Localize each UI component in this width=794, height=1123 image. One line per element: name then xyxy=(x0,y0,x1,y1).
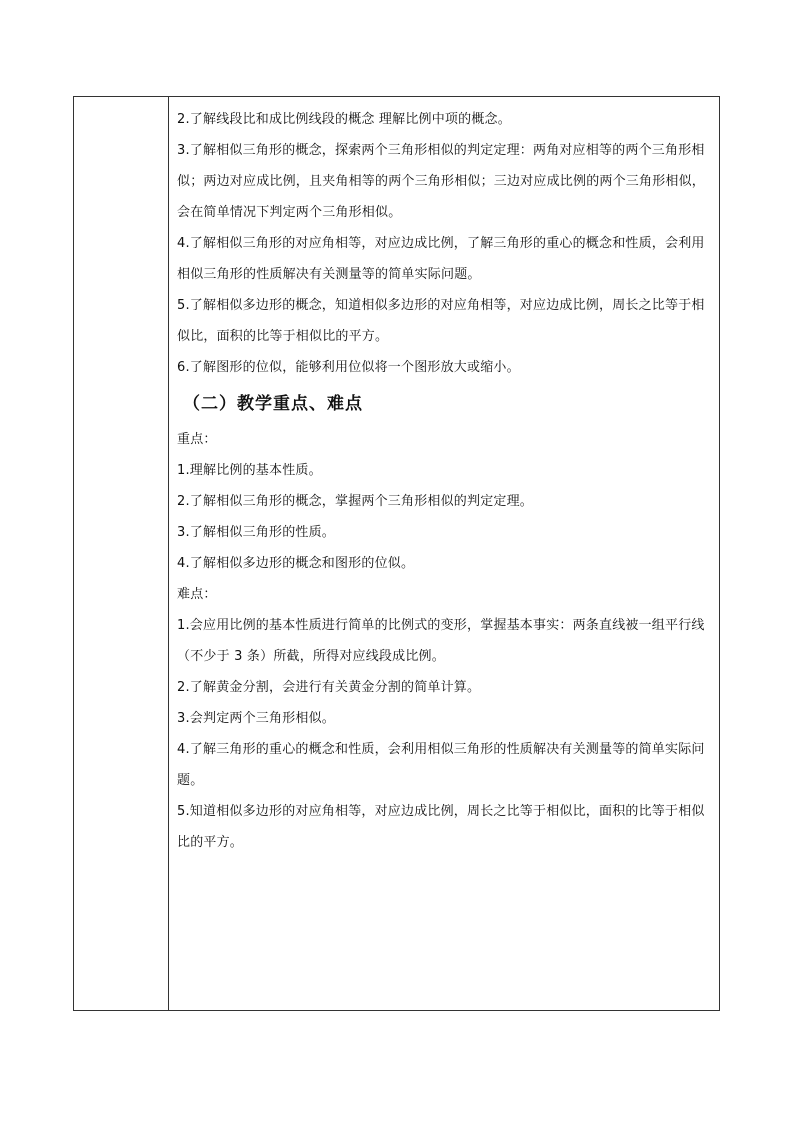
difficult-point-item: 2.了解黄金分割，会进行有关黄金分割的简单计算。 xyxy=(177,680,481,695)
key-point-item: 2.了解相似三角形的概念，掌握两个三角形相似的判定定理。 xyxy=(177,494,534,509)
table-label-column xyxy=(74,97,169,1010)
difficult-point-item: 1.会应用比例的基本性质进行简单的比例式的变形，掌握基本事实：两条直线被一组平行线（不少于 3 条）所截，所得对应线段成比例。 xyxy=(177,618,705,664)
objective-item: 4.了解相似三角形的对应角相等，对应边成比例，了解三角形的重心的概念和性质，会利用相似三角形的性质解决有关测量等的简单实际问题。 xyxy=(177,236,705,282)
section-heading: （二）教学重点、难点 xyxy=(183,394,363,414)
key-points-label: 重点： xyxy=(177,432,217,447)
lesson-table xyxy=(73,96,720,1011)
table-content-column xyxy=(169,97,719,1010)
difficult-points-label: 难点： xyxy=(177,587,217,602)
key-point-item: 3.了解相似三角形的性质。 xyxy=(177,525,336,540)
difficult-point-item: 5.知道相似多边形的对应角相等，对应边成比例，周长之比等于相似比，面积的比等于相似比的平方。 xyxy=(177,804,705,850)
objective-item: 2.了解线段比和成比例线段的概念 理解比例中项的概念。 xyxy=(177,112,511,127)
objective-item: 6.了解图形的位似，能够利用位似将一个图形放大或缩小。 xyxy=(177,360,520,375)
difficult-point-item: 3.会判定两个三角形相似。 xyxy=(177,711,336,726)
objective-item: 5.了解相似多边形的概念，知道相似多边形的对应角相等，对应边成比例，周长之比等于相似比，面积的比等于相似比的平方。 xyxy=(177,298,705,344)
key-point-item: 4.了解相似多边形的概念和图形的位似。 xyxy=(177,556,415,571)
objective-item: 3.了解相似三角形的概念，探索两个三角形相似的判定定理：两角对应相等的两个三角形相似；两边对应成比例，且夹角相等的两个三角形相似；三边对应成比例的两个三角形相似，会在简单情况下判定两个三角形相似。 xyxy=(177,143,706,220)
difficult-point-item: 4.了解三角形的重心的概念和性质，会利用相似三角形的性质解决有关测量等的简单实际问题。 xyxy=(177,742,705,788)
key-point-item: 1.理解比例的基本性质。 xyxy=(177,463,322,478)
